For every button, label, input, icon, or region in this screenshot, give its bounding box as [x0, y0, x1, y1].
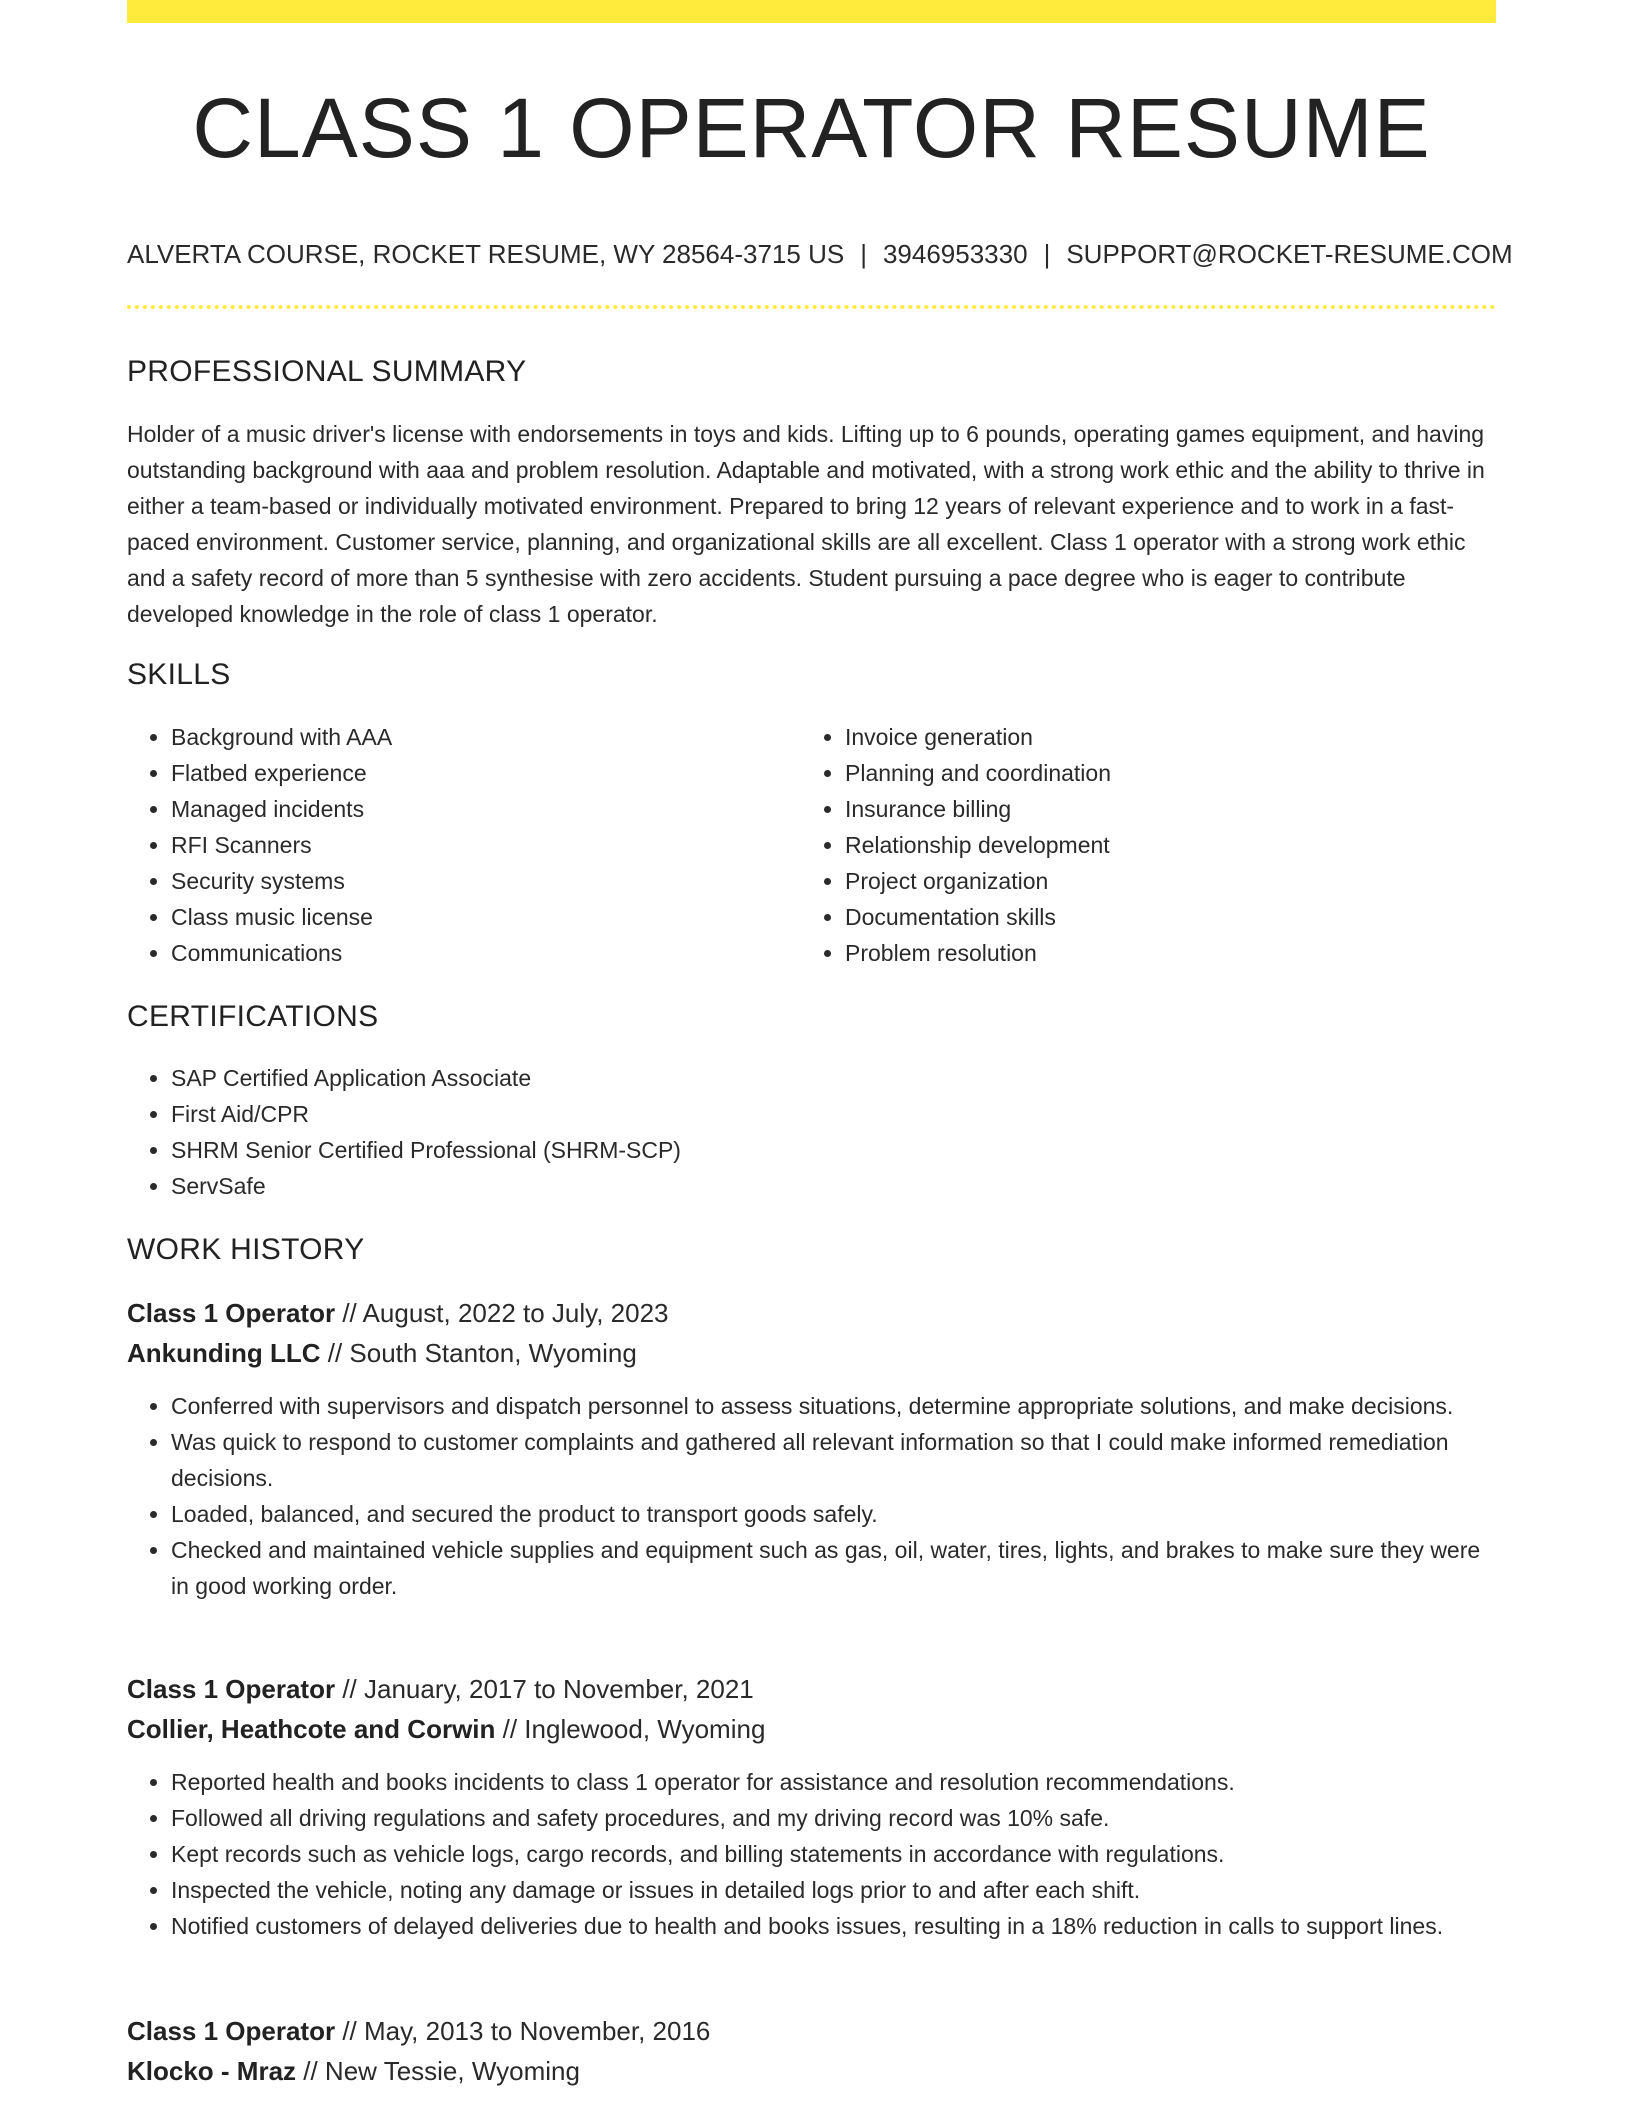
list-item: • Checked and maintained vehicle supplies and equipment such as gas, oil, water, tires, lights, and brakes to make sure they were in good working order.: [171, 1532, 1496, 1604]
job-dates: // January, 2017 to November, 2021: [335, 1674, 754, 1704]
list-item: • Notified customers of delayed deliveries due to health and books issues, resulting in a 18% reduction in calls to support lines.: [171, 1908, 1496, 1944]
list-item: • Relationship development: [845, 827, 1495, 863]
list-item: • Planning and coordination: [845, 755, 1495, 791]
job-company-line: [127, 1710, 765, 1748]
work-history-heading: WORK HISTORY: [127, 1233, 365, 1266]
list-item: • Communications: [171, 935, 801, 971]
job-company-line: [127, 2052, 580, 2090]
list-item: • Security systems: [171, 863, 801, 899]
summary-text: Holder of a music driver's license with endorsements in toys and kids. Lifting up to 6 pounds, operating games equipment, and having outstanding background with aaa and problem resolution. Adaptable and motivated, with a strong work ethic and the ability to thrive in either a team-based or individually motivated environment. Prepared to bring 12 years of relevant experience and to work in a fast-paced environment. Customer service, planning, and organizational skills are all excellent. Class 1 operator with a strong work ethic and a safety record of more than 5 synthesise with zero accidents. Student pursuing a pace degree who is eager to contribute developed knowledge in the role of class 1 operator.: [127, 421, 1485, 627]
job-dates: // August, 2022 to July, 2023: [335, 1298, 669, 1328]
job-bullets: [127, 1388, 1496, 1604]
job-company-line: [127, 1334, 637, 1372]
job-location: // New Tessie, Wyoming: [296, 2056, 580, 2086]
job-title-line: [127, 2012, 710, 2050]
job-title-line: [127, 1670, 754, 1708]
job-company: Klocko - Mraz: [127, 2056, 297, 2086]
job-bullets: [127, 1764, 1496, 1944]
list-item: • Flatbed experience: [171, 755, 801, 791]
list-item: • Invoice generation: [845, 719, 1495, 755]
dotted-divider: [127, 305, 1496, 309]
job-title-line: [127, 1294, 669, 1332]
list-item: • Project organization: [845, 863, 1495, 899]
list-item: • Documentation skills: [845, 899, 1495, 935]
job-company: Collier, Heathcote and Corwin: [127, 1714, 496, 1744]
list-item: • SHRM Senior Certified Professional (SHRM-SCP): [171, 1132, 1496, 1168]
list-item: • Managed incidents: [171, 791, 801, 827]
contact-email[interactable]: SUPPORT@ROCKET-RESUME.COM: [1066, 239, 1513, 269]
contact-address: ALVERTA COURSE, ROCKET RESUME, WY 28564-3715 US: [127, 239, 845, 269]
summary-heading: PROFESSIONAL SUMMARY: [127, 355, 527, 388]
list-item: • Followed all driving regulations and safety procedures, and my driving record was 10% safe.: [171, 1800, 1496, 1836]
list-item: • Was quick to respond to customer complaints and gathered all relevant information so that I could make informed remediation decisions.: [171, 1424, 1496, 1496]
list-item: • Insurance billing: [845, 791, 1495, 827]
contact-line: [127, 236, 1513, 272]
job-role: Class 1 Operator: [127, 2016, 336, 2046]
list-item: • Inspected the vehicle, noting any damage or issues in detailed logs prior to and after each shift.: [171, 1872, 1496, 1908]
list-item: • Background with AAA: [171, 719, 801, 755]
job-dates: // May, 2013 to November, 2016: [335, 2016, 711, 2046]
certifications-list: [127, 1060, 1496, 1204]
skills-heading: SKILLS: [127, 658, 231, 691]
list-item: • Loaded, balanced, and secured the product to transport goods safely.: [171, 1496, 1496, 1532]
contact-phone[interactable]: 3946953330: [882, 239, 1028, 269]
list-item: • Class music license: [171, 899, 801, 935]
list-item: • SAP Certified Application Associate: [171, 1060, 1496, 1096]
list-item: • ServSafe: [171, 1168, 1496, 1204]
job-role: Class 1 Operator: [127, 1298, 336, 1328]
job-company: Ankunding LLC: [127, 1338, 321, 1368]
certifications-heading: CERTIFICATIONS: [127, 1000, 379, 1033]
skills-list-right: [801, 719, 1495, 971]
list-item: • First Aid/CPR: [171, 1096, 1496, 1132]
list-item: • Conferred with supervisors and dispatch personnel to assess situations, determine appropriate solutions, and make decisions.: [171, 1388, 1496, 1424]
contact-separator: |: [860, 239, 867, 269]
resume-title: CLASS 1 OPERATOR RESUME: [192, 81, 1431, 175]
contact-separator: |: [1043, 239, 1051, 269]
list-item: • Kept records such as vehicle logs, cargo records, and billing statements in accordance with regulations.: [171, 1836, 1496, 1872]
job-role: Class 1 Operator: [127, 1674, 336, 1704]
list-item: • RFI Scanners: [171, 827, 801, 863]
list-item: • Problem resolution: [845, 935, 1495, 971]
job-location: // Inglewood, Wyoming: [495, 1714, 766, 1744]
accent-top-bar: [127, 0, 1496, 23]
skills-list-left: [127, 719, 801, 971]
list-item: • Reported health and books incidents to class 1 operator for assistance and resolution recommendations.: [171, 1764, 1496, 1800]
job-location: // South Stanton, Wyoming: [320, 1338, 637, 1368]
